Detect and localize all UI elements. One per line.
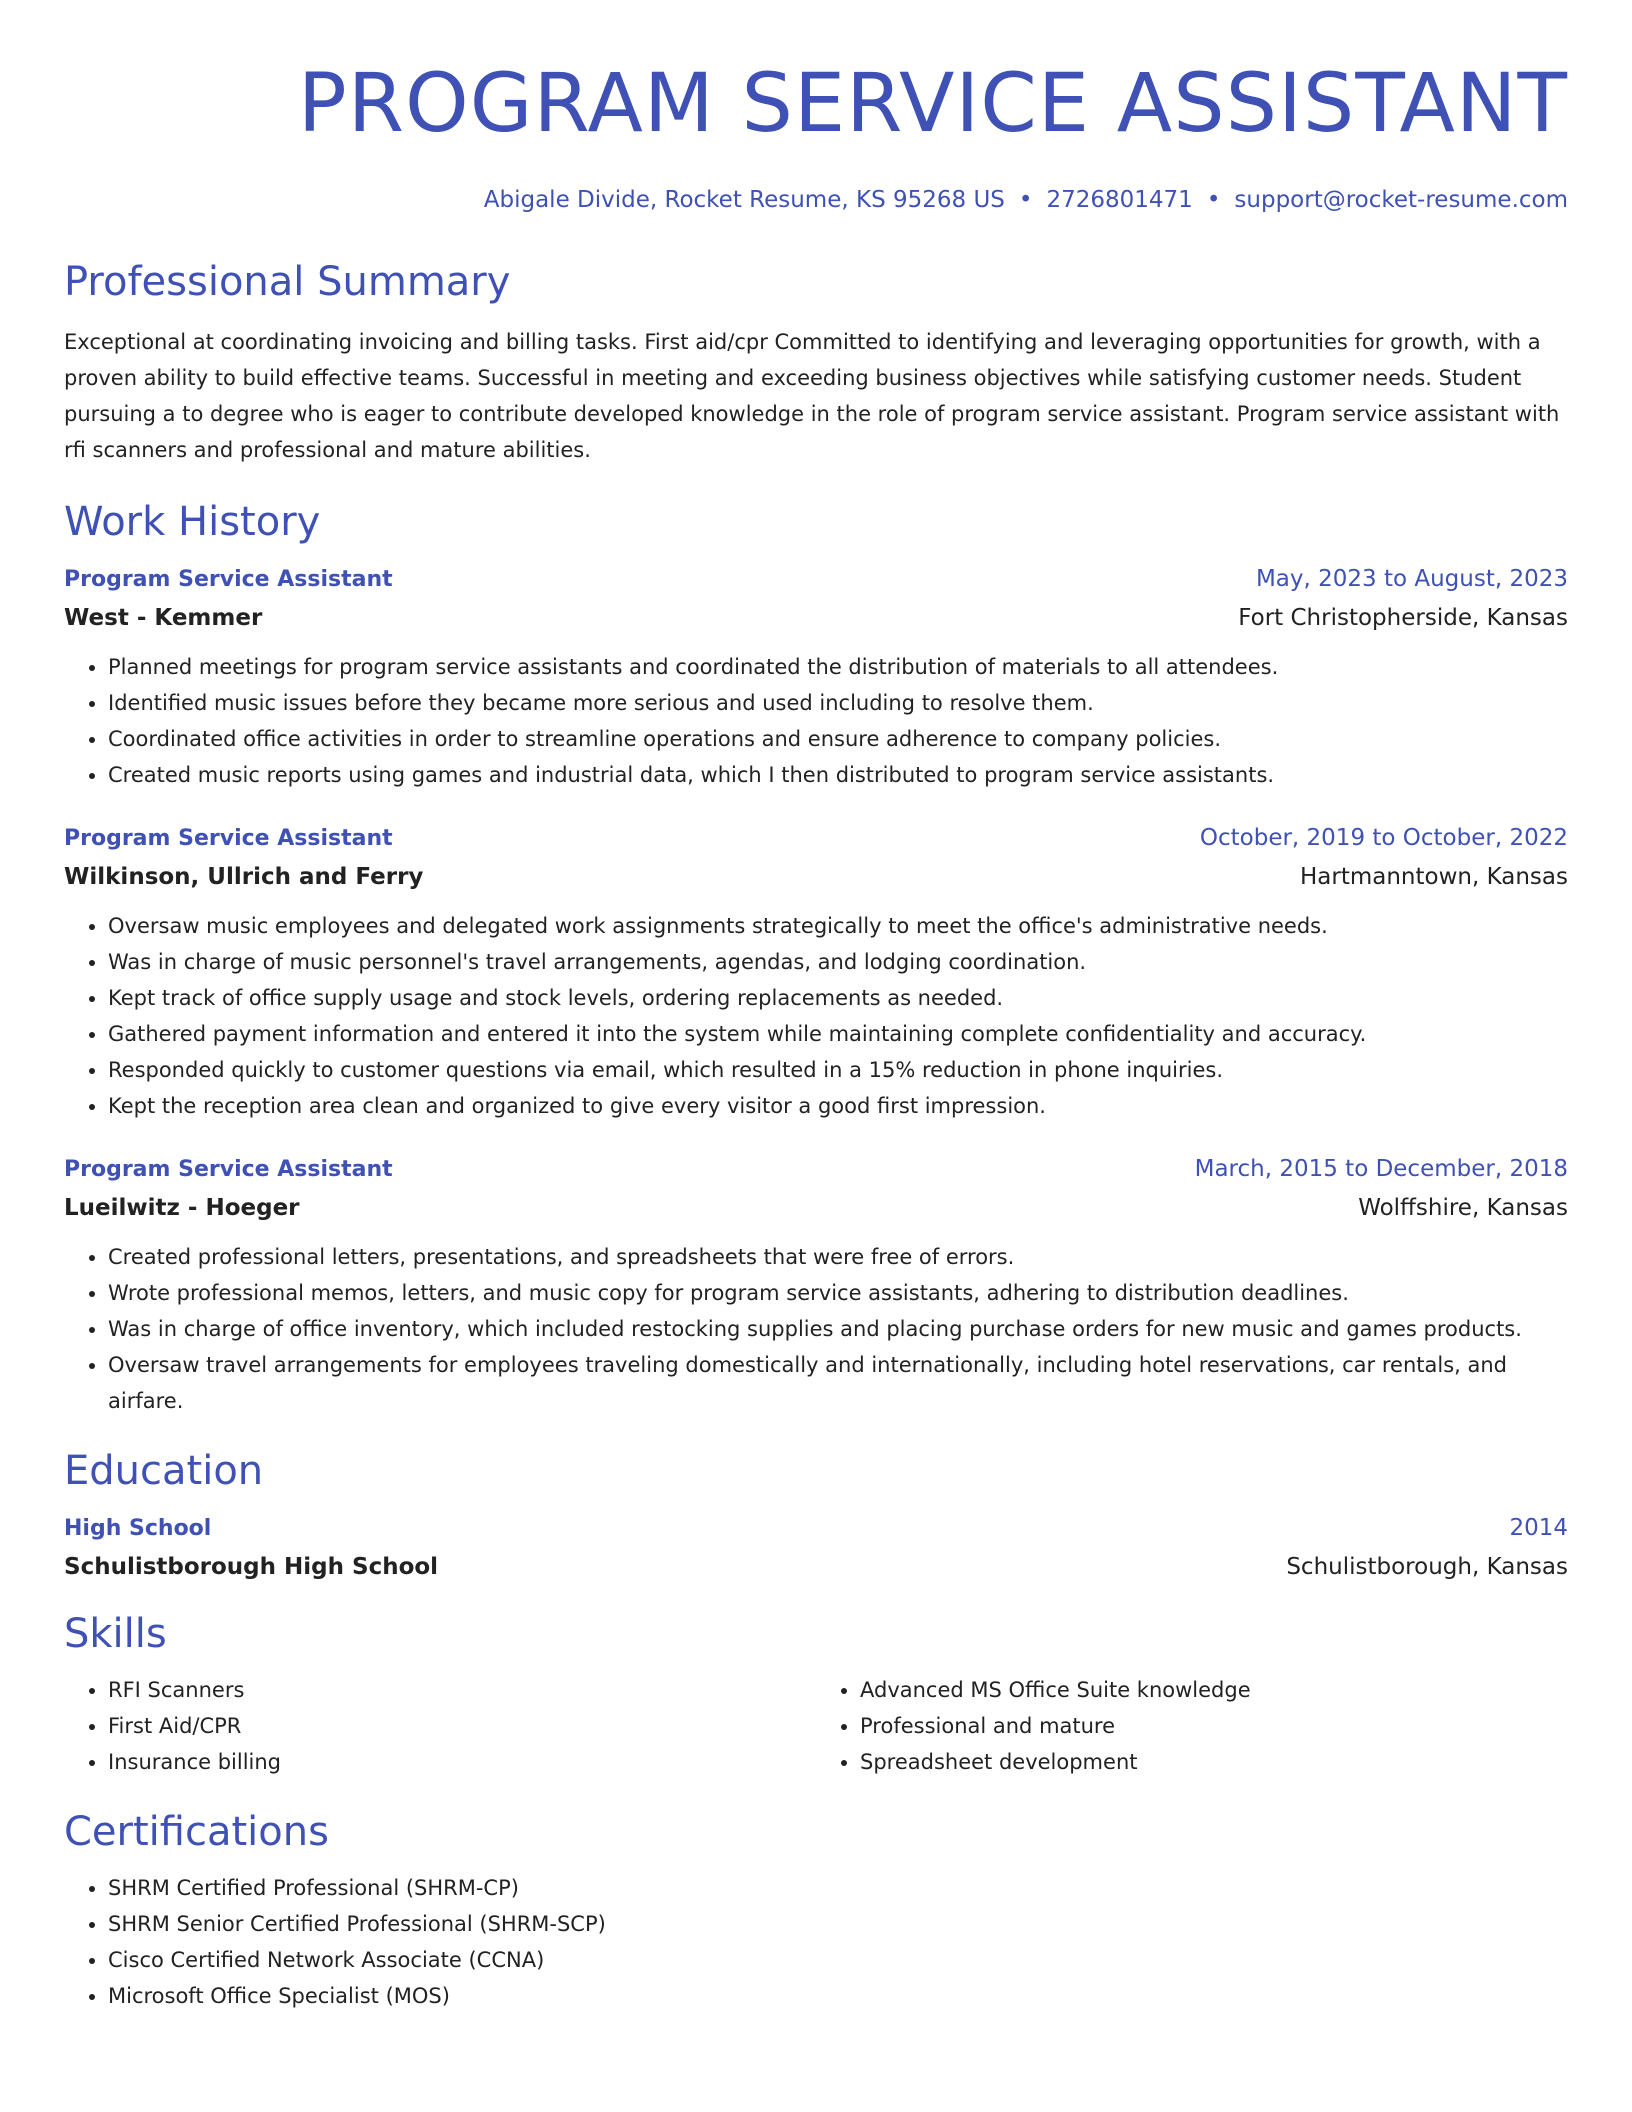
contact-line [64,186,1568,214]
job-dates: May, 2023 to August, 2023 [1255,566,1568,592]
job-bullet: • Wrote professional memos, letters, and music copy for program service assistants, adhering to distribution deadlines. [108,1275,1568,1311]
job-title: Program Service Assistant [64,1157,393,1182]
certification-item: • SHRM Senior Certified Professional (SHRM-SCP) [108,1906,1568,1942]
summary-section [64,258,1568,468]
contact-email: support@rocket-resume.com [1234,187,1568,213]
job-bullet: • Oversaw travel arrangements for employees traveling domestically and internationally, including hotel reservations, car rentals, and airfare. [108,1347,1568,1419]
job-bullets [64,649,1568,793]
job-bullet: • Kept the reception area clean and organized to give every visitor a good first impression. [108,1088,1568,1124]
job-company: Wilkinson, Ullrich and Ferry [64,864,424,890]
resume-title: PROGRAM SERVICE ASSISTANT [297,57,1568,151]
certification-item: • Microsoft Office Specialist (MOS) [108,1978,1568,2014]
job-bullet: • Created music reports using games and industrial data, which I then distributed to program service assistants. [108,757,1568,793]
education-year: 2014 [1509,1515,1568,1541]
job-company: Lueilwitz - Hoeger [64,1195,300,1221]
skill-item: • Insurance billing [108,1744,816,1780]
skills-list-left [64,1672,816,1780]
job-bullet: • Oversaw music employees and delegated work assignments strategically to meet the office's administrative needs. [108,908,1568,944]
skill-item: • First Aid/CPR [108,1708,816,1744]
education-section [64,1447,1568,1586]
job-bullets [64,908,1568,1124]
contact-address: Abigale Divide, Rocket Resume, KS 95268 US [483,187,1005,213]
education-entry [64,1509,1568,1586]
job-entry [64,1150,1568,1419]
job-bullets [64,1239,1568,1419]
work-history-heading: Work History [64,499,321,545]
certification-item: • Cisco Certified Network Associate (CCNA) [108,1942,1568,1978]
job-bullet: • Coordinated office activities in order to streamline operations and ensure adherence to company policies. [108,721,1568,757]
contact-separator: • [1206,187,1221,213]
skills-list-right [816,1672,1568,1780]
job-entry [64,819,1568,1124]
skill-item: • RFI Scanners [108,1672,816,1708]
certifications-list [64,1870,1568,2014]
skill-item: • Spreadsheet development [860,1744,1568,1780]
job-dates: October, 2019 to October, 2022 [1199,825,1568,851]
skills-columns [64,1672,1568,1780]
certification-item: • SHRM Certified Professional (SHRM-CP) [108,1870,1568,1906]
job-title: Program Service Assistant [64,567,393,592]
job-location: Wolffshire, Kansas [1358,1195,1568,1221]
job-bullet: • Created professional letters, presentations, and spreadsheets that were free of errors. [108,1239,1568,1275]
job-location: Fort Christopherside, Kansas [1238,605,1568,631]
job-title: Program Service Assistant [64,826,393,851]
summary-text: Exceptional at coordinating invoicing and billing tasks. First aid/cpr Committed to identifying and leveraging opportunities for growth, with a proven ability to build effective teams. Successful in meeting and exceeding business objectives while satisfying customer needs. Student pursuing a to degree who is eager to contribute developed knowledge in the role of program service assistant. Program service assistant with rfi scanners and professional and mature abilities. [64,330,1560,462]
certifications-section [64,1808,1568,2014]
skill-item: • Professional and mature [860,1708,1568,1744]
job-location: Hartmanntown, Kansas [1299,864,1568,890]
certifications-heading: Certifications [64,1809,329,1855]
education-location: Schulistborough, Kansas [1286,1554,1568,1580]
skills-section [64,1610,1568,1780]
job-entry [64,560,1568,793]
job-bullet: • Identified music issues before they became more serious and used including to resolve them. [108,685,1568,721]
job-bullet: • Was in charge of office inventory, which included restocking supplies and placing purchase orders for new music and games products. [108,1311,1568,1347]
education-degree: High School [64,1516,212,1541]
skill-item: • Advanced MS Office Suite knowledge [860,1672,1568,1708]
education-heading: Education [64,1448,264,1494]
job-bullet: • Was in charge of music personnel's travel arrangements, agendas, and lodging coordination. [108,944,1568,980]
contact-separator: • [1018,187,1033,213]
summary-heading: Professional Summary [64,259,511,305]
contact-phone: 2726801471 [1046,187,1193,213]
skills-heading: Skills [64,1611,167,1657]
job-company: West - Kemmer [64,605,263,631]
job-bullet: • Kept track of office supply usage and stock levels, ordering replacements as needed. [108,980,1568,1016]
job-bullet: • Responded quickly to customer questions via email, which resulted in a 15% reduction in phone inquiries. [108,1052,1568,1088]
education-school: Schulistborough High School [64,1554,439,1580]
job-bullet: • Planned meetings for program service assistants and coordinated the distribution of materials to all attendees. [108,649,1568,685]
job-dates: March, 2015 to December, 2018 [1194,1156,1568,1182]
work-history-section [64,498,1568,1419]
job-bullet: • Gathered payment information and entered it into the system while maintaining complete confidentiality and accuracy. [108,1016,1568,1052]
